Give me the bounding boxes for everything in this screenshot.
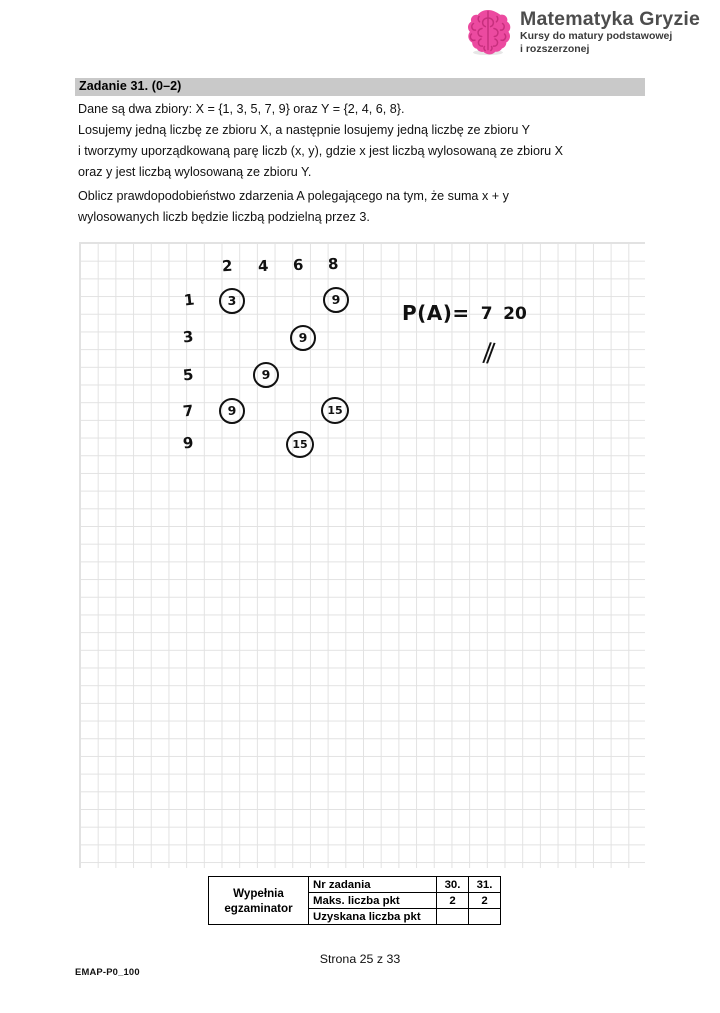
hw-double-slash-mark: // bbox=[481, 337, 494, 369]
examiner-row-head-0: Nr zadania bbox=[309, 877, 437, 893]
examiner-score-table bbox=[208, 876, 501, 925]
hw-column-label-3: 8 bbox=[327, 254, 339, 274]
statement-line-6: wylosowanych liczb będzie liczbą podzielną przez 3. bbox=[78, 210, 370, 224]
statement-line-2: Losujemy jedną liczbę ze zbioru X, a następnie losujemy jedną liczbę ze zbioru Y bbox=[78, 123, 530, 137]
examiner-row0-col1: 30. bbox=[437, 877, 469, 893]
page-number: Strona 25 z 33 bbox=[319, 952, 401, 966]
examiner-label-line2: egzaminator bbox=[224, 901, 293, 915]
hw-result-fraction bbox=[476, 304, 527, 324]
answer-grid-area[interactable] bbox=[79, 242, 645, 868]
hw-marked-sum-4: 9 bbox=[219, 398, 245, 424]
brand-subtitle-line2: i rozszerzonej bbox=[520, 43, 590, 55]
hw-marked-sum-2: 9 bbox=[290, 325, 316, 351]
brand-title: Matematyka Gryzie bbox=[520, 8, 701, 30]
hw-row-label-3: 7 bbox=[182, 401, 195, 421]
statement-line-5: Oblicz prawdopodobieństwo zdarzenia A polegającego na tym, że suma x + y bbox=[78, 189, 509, 203]
hw-marked-sum-1: 9 bbox=[323, 287, 349, 313]
hw-fraction-denominator: 20 bbox=[503, 304, 527, 324]
hw-marked-sum-3: 9 bbox=[253, 362, 279, 388]
statement-line-3: i tworzymy uporządkowaną parę liczb (x, y), gdzie x jest liczbą wylosowaną ze zbioru X bbox=[78, 144, 564, 158]
examiner-row1-col1: 2 bbox=[437, 893, 469, 909]
statement-line-1: Dane są dwa zbiory: X = {1, 3, 5, 7, 9} oraz Y = {2, 4, 6, 8}. bbox=[78, 102, 405, 116]
brand-header bbox=[462, 6, 714, 66]
hw-marked-sum-6: 15 bbox=[286, 431, 314, 458]
hw-column-label-0: 2 bbox=[221, 256, 233, 276]
handwritten-solution bbox=[80, 243, 646, 869]
brain-icon bbox=[462, 6, 514, 58]
hw-result-expression bbox=[402, 301, 527, 325]
examiner-row-head-2: Uzyskana liczba pkt bbox=[309, 909, 437, 925]
hw-fraction-numerator: 7 bbox=[480, 304, 493, 324]
examiner-label-cell bbox=[209, 877, 309, 925]
hw-probability-label: P(A)= bbox=[402, 301, 470, 325]
task-number-label: Zadanie 31. (0–2) bbox=[79, 79, 182, 93]
hw-row-label-2: 5 bbox=[182, 365, 195, 385]
hw-column-label-1: 4 bbox=[257, 256, 269, 276]
hw-row-label-4: 9 bbox=[182, 433, 195, 453]
hw-column-label-2: 6 bbox=[292, 255, 304, 275]
task-header-bar bbox=[75, 78, 645, 96]
examiner-row1-col2: 2 bbox=[469, 893, 501, 909]
examiner-row2-col2[interactable] bbox=[469, 909, 501, 925]
brand-subtitle-line1: Kursy do matury podstawowej bbox=[520, 30, 673, 42]
examiner-row2-col1[interactable] bbox=[437, 909, 469, 925]
statement-line-4: oraz y jest liczbą wylosowaną ze zbioru Y. bbox=[78, 165, 312, 179]
examiner-row0-col2: 31. bbox=[469, 877, 501, 893]
brand-text-block bbox=[520, 6, 700, 56]
examiner-row-head-1: Maks. liczba pkt bbox=[309, 893, 437, 909]
examiner-label-line1: Wypełnia bbox=[233, 886, 284, 900]
hw-row-label-1: 3 bbox=[182, 327, 195, 347]
hw-marked-sum-5: 15 bbox=[321, 397, 349, 424]
hw-marked-sum-0: 3 bbox=[219, 288, 245, 314]
table-row bbox=[209, 877, 501, 893]
document-code: EMAP-P0_100 bbox=[75, 966, 140, 977]
hw-row-label-0: 1 bbox=[183, 290, 196, 310]
